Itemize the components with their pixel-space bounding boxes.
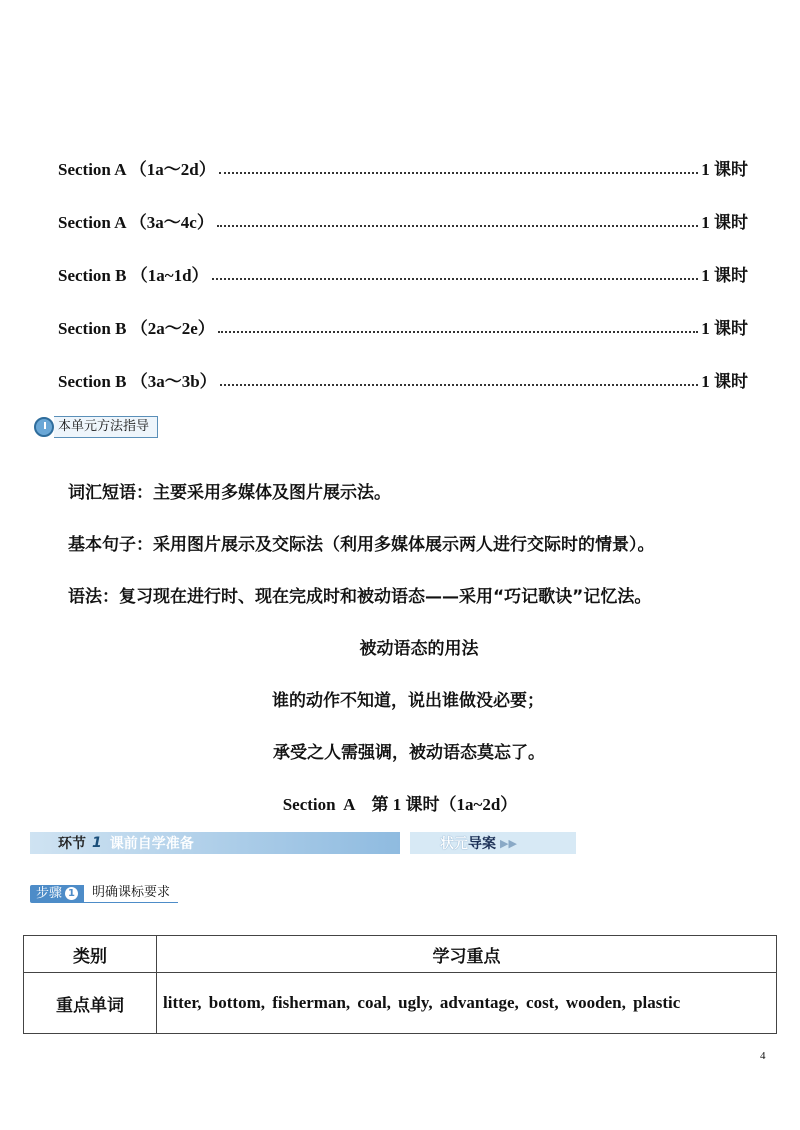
toc-time: 1 课时 <box>701 372 748 391</box>
paragraph-sentences: 基本句子：采用图片展示及交际法（利用多媒体展示两人进行交际时的情景）。 <box>68 535 655 555</box>
stage-banner-right <box>410 832 576 854</box>
poem-line: 谁的动作不知道，说出谁做没必要； <box>272 691 544 711</box>
stage-right-a: 状元 <box>440 836 468 852</box>
toc-leader <box>217 225 698 227</box>
table-header: 学习重点 <box>157 936 777 973</box>
table-header-row <box>24 936 777 973</box>
stage-number: 1 <box>92 835 102 851</box>
toc-leader <box>218 331 698 333</box>
toc-row <box>58 207 748 233</box>
toc-leader <box>220 384 699 386</box>
section-heading: Section A 第 1 课时（1a~2d） <box>282 795 518 814</box>
step-tag <box>30 885 84 903</box>
toc-row <box>58 154 748 180</box>
toc-title: Section B （2a～2e） <box>58 319 215 338</box>
stage-right-b: 导案 <box>468 836 496 852</box>
table-row <box>24 973 777 1034</box>
toc-row <box>58 260 748 286</box>
toc-title: Section A （1a～2d） <box>58 160 216 179</box>
stage-label: 环节 <box>58 836 86 852</box>
paragraph-grammar: 语法：复习现在进行时、现在完成时和被动语态——采用“巧记歌诀”记忆法。 <box>68 587 652 607</box>
poem-line: 承受之人需强调，被动语态莫忘了。 <box>273 743 545 763</box>
toc-title: Section B （3a～3b） <box>58 372 217 391</box>
page-number: 4 <box>760 1050 766 1062</box>
double-arrow-icon: ▶▶ <box>500 836 517 850</box>
toc-time: 1 课时 <box>701 160 748 179</box>
toc-row <box>58 313 748 339</box>
toc-leader <box>212 278 699 280</box>
paragraph-vocabulary: 词汇短语：主要采用多媒体及图片展示法。 <box>68 483 391 503</box>
step-number: 1 <box>65 887 78 900</box>
stage-banner <box>30 832 576 854</box>
toc-time: 1 课时 <box>701 266 748 285</box>
method-banner <box>34 416 158 438</box>
toc-title: Section B （1a~1d） <box>58 266 209 285</box>
toc-time: 1 课时 <box>701 213 748 232</box>
table-cell: 重点单词 <box>24 973 157 1034</box>
step-banner <box>30 884 178 903</box>
step-label: 明确课标要求 <box>84 884 178 903</box>
table-header: 类别 <box>24 936 157 973</box>
poem-title: 被动语态的用法 <box>359 639 479 659</box>
requirements-table <box>23 935 777 1034</box>
stage-name: 课前自学准备 <box>109 836 194 852</box>
toc-leader <box>219 172 699 174</box>
stage-banner-left <box>30 832 400 854</box>
table-cell: litter, bottom, fisherman, coal, ugly, advantage, cost, wooden, plastic <box>157 973 777 1034</box>
method-banner-label: 本单元方法指导 <box>54 416 158 438</box>
toc-time: 1 课时 <box>701 319 748 338</box>
step-tag-label: 步骤 <box>36 885 63 901</box>
toc-row <box>58 366 748 392</box>
clock-icon <box>34 417 54 437</box>
toc-title: Section A （3a～4c） <box>58 213 214 232</box>
